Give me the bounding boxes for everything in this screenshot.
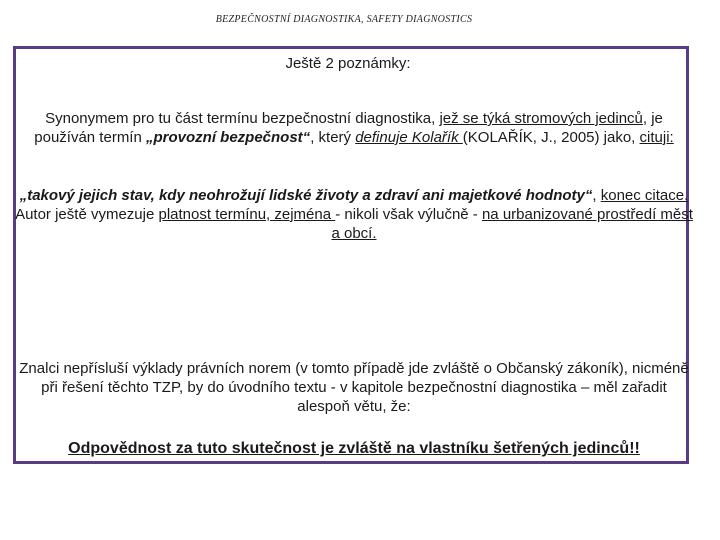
p1-term: „provozní bezpečnost“ [146,129,311,146]
paragraph-quote [14,186,694,243]
p2-text-b: platnost termínu, zejména [158,206,336,223]
p2-text-c: - nikoli však výlučně - [335,206,482,223]
p2-text-d: na urbanizované prostředí měst a obcí. [331,206,693,242]
quote-end: konec citace. [600,187,689,204]
paragraph-synonym [14,109,694,147]
slide-header: BEZPEČNOSTNÍ DIAGNOSTIKA, SAFETY DIAGNOSTICS [215,14,473,25]
slide-title: Ještě 2 poznámky: [285,55,411,72]
p1-text-h: cituji: [639,129,674,146]
p1-text-g: (KOLAŘÍK, J., 2005) jako, [462,129,640,146]
p1-text-a: Synonymem pro tu část termínu bezpečnostní diagnostika, [45,110,440,127]
p1-text-b: jež se týká stromových jedinců [439,110,643,127]
conclusion-statement: Odpovědnost za tuto skutečnost je zvláště na vlastníku šetřených jedinců!! [68,440,640,457]
p1-text-e: , který [310,129,356,146]
p1-text-c: , je používán termín [34,110,663,146]
p1-text-f: definuje Kolařík [355,129,463,146]
quote-text: „takový jejich stav, kdy neohrožují lidské životy a zdraví ani majetkové hodnoty“ [19,187,593,204]
quote-comma: , [592,187,601,204]
p2-text-a: Autor ještě vymezuje [15,206,159,223]
paragraph-experts: Znalci nepřísluší výklady právních norem (v tomto případě jde zvláště o Občanský zákoník), nicméně při řešení těchto TZP, by do úvodního textu - v kapitole bezpečnostní diagnostika – měl zařadit alespoň větu, že: [19,360,689,415]
